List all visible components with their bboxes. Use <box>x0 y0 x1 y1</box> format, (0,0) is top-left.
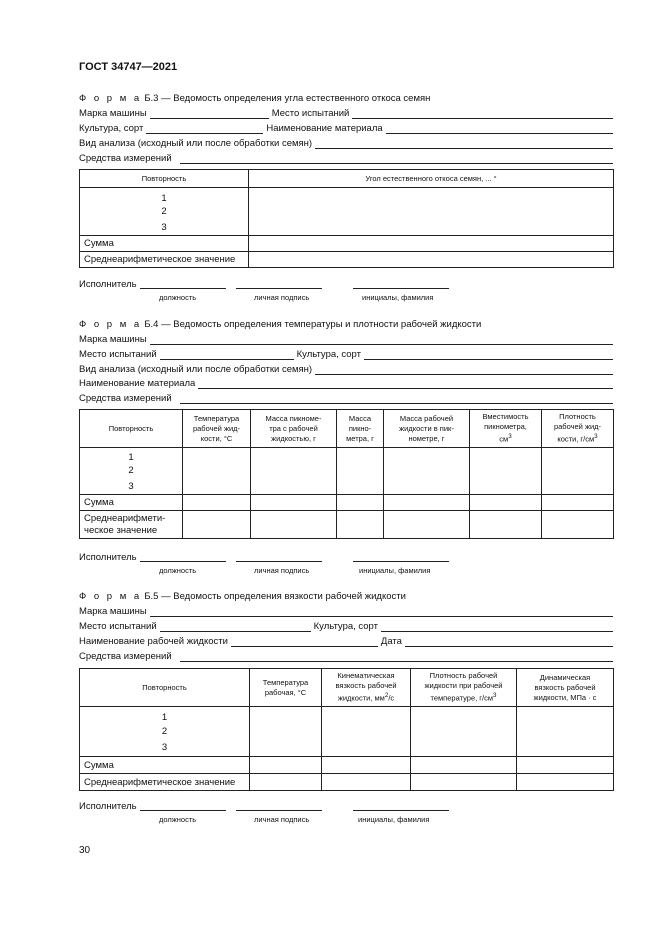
col-header-repeat: Повторность <box>80 410 183 448</box>
form-prefix: Ф о р м а <box>79 319 142 330</box>
form-number: Б.3 <box>144 93 159 104</box>
signature-position-line[interactable] <box>140 561 226 562</box>
col-header-mass-pycnometer: Масса пикно- метра, г <box>337 410 384 448</box>
table-cell[interactable] <box>542 511 614 539</box>
field-label-crop: Культура, сорт <box>79 123 144 134</box>
signature-name-line[interactable] <box>353 810 449 811</box>
row-label-mean: Среднеарифметическое значение <box>80 252 249 268</box>
field-crop-input[interactable] <box>381 622 613 632</box>
form-number: Б.5 <box>144 591 159 602</box>
table-cell[interactable] <box>322 757 411 774</box>
field-instruments-input[interactable] <box>180 154 613 164</box>
col-header-mass-liquid: Масса рабочей жидкости в пик- нометре, г <box>384 410 470 448</box>
field-label-place: Место испытаний <box>271 108 350 119</box>
field-place-input[interactable] <box>352 109 613 119</box>
col-header-mass-with-liquid: Масса пикноме- тра с рабочей жидкостью, г <box>251 410 337 448</box>
page-number: 30 <box>79 845 91 856</box>
form-b5-line-liquid-date <box>79 636 613 647</box>
table-cell[interactable] <box>384 511 470 539</box>
row-number: 1 <box>80 707 250 723</box>
table-cell[interactable] <box>517 757 614 774</box>
table-cell[interactable] <box>542 495 614 511</box>
form-b3-title <box>79 93 430 104</box>
col-header-dynamic-viscosity: Динамическая вязкость рабочей жидкости, МПа · с <box>517 669 614 707</box>
table-cell[interactable] <box>411 757 517 774</box>
field-label-crop: Культура, сорт <box>296 349 361 360</box>
form-b4-line-material <box>79 378 613 389</box>
form-title-text: — Ведомость определения угла естественного откоса семян <box>161 93 431 104</box>
table-cell[interactable] <box>250 774 322 791</box>
col-header-volume: Вместимость пикнометра, $см^3$ <box>470 410 542 448</box>
field-liquid-input[interactable] <box>231 637 378 647</box>
table-cell[interactable] <box>249 236 614 252</box>
table-cell[interactable] <box>337 448 384 495</box>
form-b5-title <box>79 591 406 602</box>
field-place-input[interactable] <box>160 622 311 632</box>
form-b4-line-place-crop <box>79 349 613 360</box>
row-number: 3 <box>80 740 250 757</box>
caption-position: должность <box>159 566 197 575</box>
row-number: 2 <box>80 463 183 479</box>
form-b5-line-place-crop <box>79 621 613 632</box>
table-cell[interactable] <box>337 495 384 511</box>
row-label-sum: Сумма <box>80 757 250 774</box>
field-label-instruments: Средства измерений <box>79 153 172 164</box>
row-number: 3 <box>80 220 249 236</box>
field-brand-input[interactable] <box>150 109 269 119</box>
table-cell[interactable] <box>517 707 614 757</box>
table-cell[interactable] <box>470 495 542 511</box>
signature-sign-line[interactable] <box>236 561 322 562</box>
field-label-place: Место испытаний <box>79 349 157 360</box>
caption-name: инициалы, фамилия <box>358 815 430 824</box>
field-instruments-input[interactable] <box>180 394 613 404</box>
form-b4-table <box>79 409 614 539</box>
form-b5-line-instruments <box>79 651 613 662</box>
table-cell[interactable] <box>250 757 322 774</box>
form-b5-table <box>79 668 614 791</box>
field-analysis-input[interactable] <box>315 139 613 149</box>
form-title-text: — Ведомость определения температуры и плотности рабочей жидкости <box>161 319 482 330</box>
row-label-sum: Сумма <box>80 495 183 511</box>
row-number: 2 <box>80 204 249 220</box>
table-cell[interactable] <box>322 707 411 757</box>
form-b4-line-brand <box>79 334 613 345</box>
table-cell[interactable] <box>251 511 337 539</box>
col-header-kinematic-viscosity: Кинематическая вязкость рабочей жидкости, $мм^2/с$ <box>322 669 411 707</box>
table-cell[interactable] <box>337 511 384 539</box>
table-cell[interactable] <box>411 707 517 757</box>
form-b3-line-analysis <box>79 138 613 149</box>
field-label-analysis: Вид анализа (исходный или после обработки семян) <box>79 138 313 149</box>
field-label-instruments: Средства измерений <box>79 651 172 662</box>
form-b3-line-brand-place <box>79 108 613 119</box>
caption-signature: личная подпись <box>254 293 310 302</box>
row-number: 1 <box>80 448 183 463</box>
field-label-brand: Марка машины <box>79 606 147 617</box>
row-label-mean: Среднеарифметическое значение <box>80 774 250 791</box>
form-b3-line-instruments <box>79 153 613 164</box>
signature-block-b4 <box>79 552 137 563</box>
field-place-input[interactable] <box>160 350 294 360</box>
signature-sign-line[interactable] <box>236 288 322 289</box>
form-b3-line-crop-material <box>79 123 613 134</box>
form-b4-line-instruments <box>79 393 613 404</box>
field-crop-input[interactable] <box>146 124 263 134</box>
field-date-input[interactable] <box>405 637 613 647</box>
caption-position: должность <box>159 815 197 824</box>
field-label-brand: Марка машины <box>79 108 147 119</box>
signature-sign-line[interactable] <box>236 810 322 811</box>
form-b4-line-analysis <box>79 364 613 375</box>
signature-name-line[interactable] <box>353 561 449 562</box>
table-cell[interactable] <box>470 511 542 539</box>
form-b4-title <box>79 319 481 330</box>
row-label-mean: Среднеарифмети- ческое значение <box>80 511 183 539</box>
row-number: 1 <box>80 188 249 204</box>
signature-position-line[interactable] <box>140 288 226 289</box>
caption-signature: личная подпись <box>254 815 310 824</box>
field-brand-input[interactable] <box>150 607 613 617</box>
form-number: Б.4 <box>144 319 159 330</box>
row-number: 2 <box>80 723 250 740</box>
signature-label: Исполнитель <box>79 552 137 563</box>
table-cell[interactable] <box>251 495 337 511</box>
form-b5-line-brand <box>79 606 613 617</box>
form-b3-table <box>79 169 614 268</box>
table-cell[interactable] <box>470 448 542 495</box>
col-header-temperature: Температура рабочая, °С <box>250 669 322 707</box>
field-label-material: Наименование материала <box>266 123 383 134</box>
col-header-repeat: Повторность <box>80 170 249 188</box>
signature-label: Исполнитель <box>79 279 137 290</box>
caption-name: инициалы, фамилия <box>362 293 434 302</box>
table-cell[interactable] <box>249 252 614 268</box>
field-label-place: Место испытаний <box>79 621 157 632</box>
row-number: 3 <box>80 479 183 495</box>
signature-block-b5 <box>79 801 137 812</box>
field-label-instruments: Средства измерений <box>79 393 172 404</box>
field-analysis-input[interactable] <box>315 365 613 375</box>
signature-block-b3 <box>79 279 137 290</box>
caption-name: инициалы, фамилия <box>359 566 431 575</box>
table-cell[interactable] <box>250 707 322 757</box>
caption-signature: личная подпись <box>254 566 310 575</box>
signature-label: Исполнитель <box>79 801 137 812</box>
field-label-analysis: Вид анализа (исходный или после обработки семян) <box>79 364 313 375</box>
field-crop-input[interactable] <box>364 350 613 360</box>
document-code: ГОСТ 34747—2021 <box>79 61 178 73</box>
col-header-repeat: Повторность <box>80 669 250 707</box>
field-label-liquid: Наименование рабочей жидкости <box>79 636 228 647</box>
form-prefix: Ф о р м а <box>79 591 142 602</box>
field-instruments-input[interactable] <box>180 652 613 662</box>
field-material-input[interactable] <box>386 124 613 134</box>
table-cell[interactable] <box>517 774 614 791</box>
table-cell[interactable] <box>183 495 251 511</box>
caption-position: должность <box>159 293 197 302</box>
row-label-sum: Сумма <box>80 236 249 252</box>
field-label-brand: Марка машины <box>79 334 147 345</box>
table-cell[interactable] <box>322 774 411 791</box>
form-title-text: — Ведомость определения вязкости рабочей жидкости <box>161 591 406 602</box>
col-header-density: Плотность рабочей жидкости при рабочей температуре, $г/см^3$ <box>411 669 517 707</box>
col-header-temperature: Температура рабочей жид- кости, °С <box>183 410 251 448</box>
table-cell[interactable] <box>542 448 614 495</box>
field-material-input[interactable] <box>198 379 613 389</box>
signature-name-line[interactable] <box>353 288 449 289</box>
table-cell[interactable] <box>384 495 470 511</box>
col-header-angle: Угол естественного откоса семян, ... ° <box>249 170 614 188</box>
field-label-date: Дата <box>380 636 402 647</box>
col-header-density: Плотность рабочей жид- кости, $г/см^3$ <box>542 410 614 448</box>
form-prefix: Ф о р м а <box>79 93 142 104</box>
field-label-crop: Культура, сорт <box>313 621 378 632</box>
table-cell[interactable] <box>411 774 517 791</box>
table-cell[interactable] <box>384 448 470 495</box>
field-label-material: Наименование материала <box>79 378 196 389</box>
table-cell[interactable] <box>249 188 614 236</box>
signature-position-line[interactable] <box>140 810 226 811</box>
field-brand-input[interactable] <box>150 335 613 345</box>
table-cell[interactable] <box>251 448 337 495</box>
table-cell[interactable] <box>183 511 251 539</box>
table-cell[interactable] <box>183 448 251 495</box>
